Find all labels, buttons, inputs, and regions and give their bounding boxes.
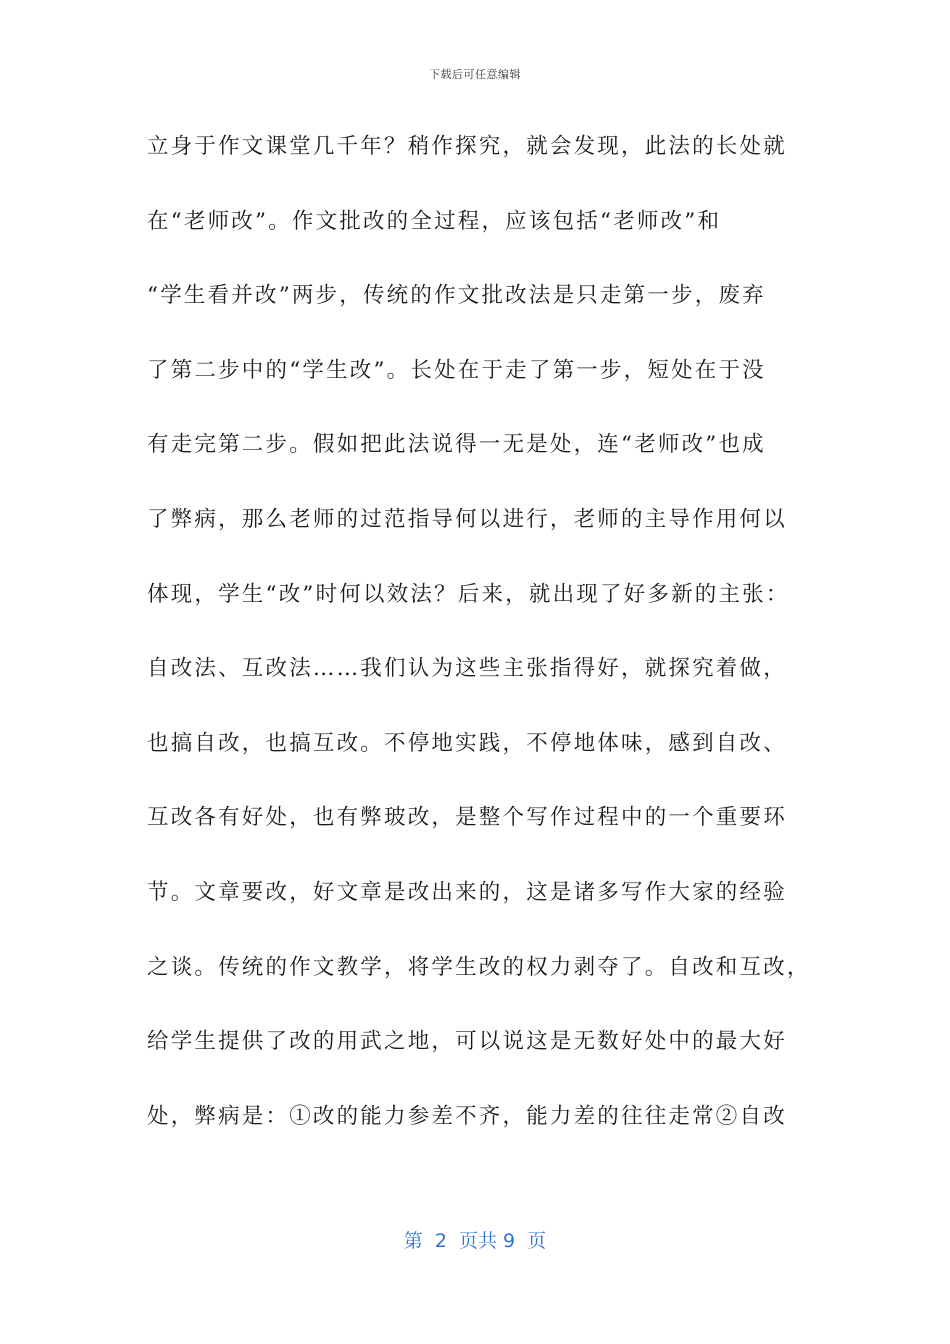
text-line: 给学生提供了改的用武之地，可以说这是无数好处中的最大好 [147, 1029, 787, 1055]
text-line: 处，弊病是：①改的能力参差不齐，能力差的往往走常②自改 [147, 1103, 787, 1129]
text-line: 也搞自改，也搞互改。不停地实践，不停地体味，感到自改、 [147, 730, 787, 756]
page-number-footer: 第 2 页共 9 页 [403, 1230, 547, 1252]
text-line: 体现，学生“改”时何以效法？后来，就出现了好多新的主张： [147, 581, 790, 607]
text-line: 在“老师改”。作文批改的全过程，应该包括“老师改”和 [147, 208, 722, 234]
header-note: 下载后可任意编辑 [429, 68, 521, 81]
text-line: 互改各有好处，也有弊玻改，是整个写作过程中的一个重要环 [147, 805, 787, 831]
text-line: 节。文章要改，好文章是改出来的，这是诸多写作大家的经验 [147, 879, 787, 905]
text-line: 了第二步中的“学生改”。长处在于走了第一步，短处在于没 [147, 357, 766, 383]
text-line: 立身于作文课堂几千年？稍作探究，就会发现，此法的长处就 [147, 134, 787, 159]
text-line: 有走完第二步。假如把此法说得一无是处，连“老师改”也成 [147, 432, 766, 458]
text-line: “学生看并改”两步，传统的作文批改法是只走第一步，废弃 [147, 283, 766, 309]
text-line: 了弊病，那么老师的过范指导何以进行，老师的主导作用何以 [147, 506, 787, 532]
document-body [147, 110, 811, 1154]
text-line: 之谈。传统的作文教学，将学生改的权力剥夺了。自改和互改， [147, 954, 811, 980]
text-line: 自改法、互改法……我们认为这些主张指得好，就探究着做， [147, 656, 787, 682]
